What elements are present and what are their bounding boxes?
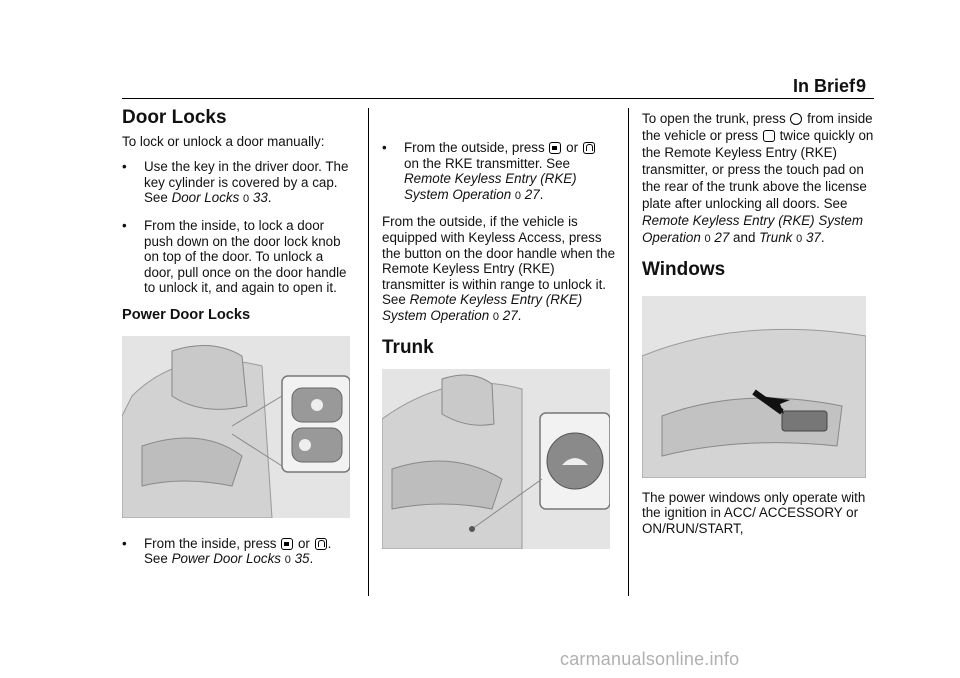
power-door-locks-figure [122, 336, 350, 518]
paragraph: From the outside, if the vehicle is equipped with Keyless Access, press the button on the door handle when the Remote Keyless Entry (RKE) transmitter is within range to unlock it. See Remote Keyless Entry (RKE) System Operation 0 27. [382, 214, 616, 323]
page-ref-icon: 0 [284, 554, 291, 567]
section-heading-windows: Windows [642, 259, 726, 280]
bullet: • [382, 140, 387, 155]
bullet: • [122, 159, 127, 175]
page-ref[interactable]: 37 [805, 230, 821, 245]
intro-text: To lock or unlock a door manually: [122, 133, 325, 149]
header-title: In Brief [793, 76, 856, 96]
trunk-release-icon [763, 130, 775, 142]
list-item: • From the inside, press or . See Power Door Locks 0 35. [122, 535, 332, 567]
section-heading-door-locks: Door Locks [122, 107, 227, 128]
lock-icon [549, 142, 561, 154]
section-heading-trunk: Trunk [382, 336, 434, 358]
column-2 [382, 140, 616, 549]
page-ref-icon: 0 [492, 310, 500, 323]
list-item: • Use the key in the driver door. The key cylinder is covered by a cap. See Door Locks 0 33. [122, 159, 349, 206]
cross-reference-link[interactable]: Trunk [759, 230, 793, 245]
power-windows-figure [642, 296, 866, 478]
column-divider [628, 108, 629, 596]
unlock-icon [315, 538, 327, 550]
cross-reference-link[interactable]: Power Door Locks [171, 551, 281, 567]
page-ref-icon: 0 [796, 233, 803, 245]
unlock-icon [583, 142, 595, 154]
bullet: • [122, 535, 127, 551]
page-ref-icon: 0 [243, 193, 250, 206]
subheading-power-door-locks: Power Door Locks [122, 306, 251, 323]
lock-icon [281, 538, 293, 550]
page-number: 9 [856, 76, 867, 96]
column-divider [368, 108, 369, 596]
watermark: carmanualsonline.info [560, 649, 740, 669]
page-ref[interactable]: 27 [714, 230, 730, 245]
cross-reference-link[interactable]: Remote Keyless Entry (RKE) System Operation [404, 171, 577, 202]
trunk-icon [790, 113, 802, 125]
bullet: • [122, 217, 127, 233]
page-ref[interactable]: 35 [294, 551, 310, 567]
page-ref-icon: 0 [704, 233, 711, 245]
page-ref[interactable]: 27 [502, 307, 518, 323]
cross-reference-link[interactable]: Remote Keyless Entry (RKE) System Operation [382, 292, 583, 323]
page-header [0, 70, 960, 100]
header-rule [122, 98, 874, 99]
cross-reference-link[interactable]: Remote Keyless Entry (RKE) System Operation [642, 213, 864, 245]
column-3 [642, 110, 876, 546]
paragraph: The power windows only operate with the ignition in ACC/ ACCESSORY or ON/RUN/START, [642, 489, 866, 536]
page-ref[interactable]: 27 [524, 186, 540, 202]
paragraph: To open the trunk, press from inside the vehicle or press twice quickly on the Remote Keyless Entry (RKE) transmitter, or press the touch pad on the rear of the trunk above the license plate after unlocking all doors. See Remote Keyless Entry (RKE) System Operation 0 27 and Trunk 0 37. [642, 111, 874, 245]
cross-reference-link[interactable]: Door Locks [171, 190, 240, 206]
page-ref-icon: 0 [514, 189, 522, 202]
list-item: • From the outside, press or on the RKE transmitter. See Remote Keyless Entry (RKE) System Operation 0 27. [382, 140, 616, 204]
list-item: • From the inside, to lock a door push down on the door lock knob on top of the door. To unlock a door, pull once on the door handle to unlock it, and again to open it. [122, 217, 347, 296]
trunk-release-figure [382, 369, 610, 549]
column-1 [122, 107, 354, 579]
page-ref[interactable]: 33 [252, 190, 268, 206]
